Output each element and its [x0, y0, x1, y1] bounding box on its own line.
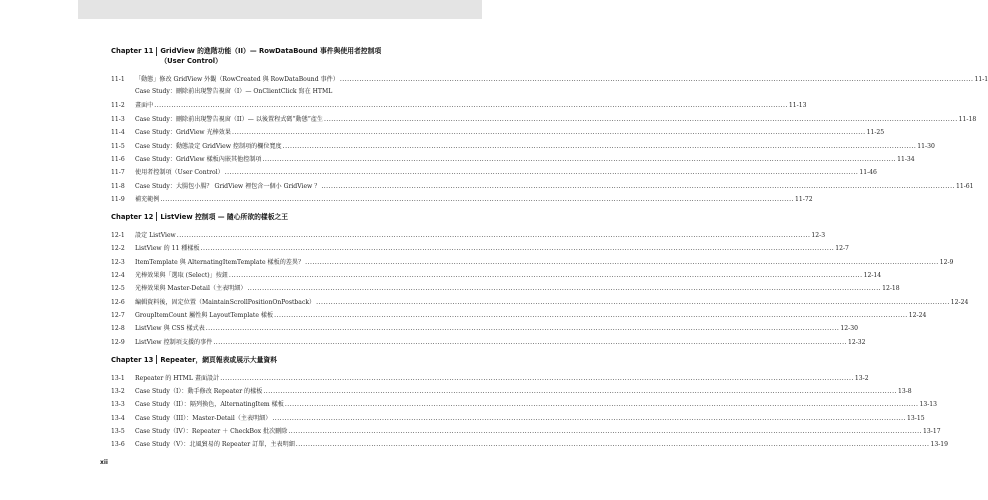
toc-entry[interactable]	[111, 383, 912, 396]
section-number: 12-8	[111, 325, 125, 333]
chapter-title: ListView 控制項 — 隨心所欲的樣板之王	[160, 212, 289, 221]
dot-leader	[305, 258, 939, 267]
page-ref: 12-9	[939, 258, 954, 266]
section-number: 12-1	[111, 232, 125, 240]
section-title: Case Study（V）：北風貿易的 Repeater 訂單，主表明細	[135, 441, 295, 449]
section-title: Case Study：GridView 樣板內嵌其他控制項	[135, 155, 262, 163]
dot-leader	[213, 338, 847, 347]
page-ref: 11-34	[897, 155, 915, 163]
page-ref: 12-30	[840, 325, 858, 333]
page-ref: 13-19	[930, 441, 949, 449]
section-title: ListView 的 11 種樣板	[135, 245, 200, 253]
toc-entry[interactable]	[111, 409, 925, 422]
section-title: 使用者控制項（User Control）	[135, 169, 224, 177]
page-ref: 13-17	[923, 428, 941, 436]
section-number: 12-2	[111, 245, 125, 253]
section-title: GroupItemCount 屬性與 LayoutTemplate 樣板	[135, 311, 274, 319]
toc-entry[interactable]	[111, 84, 807, 110]
section-title: Case Study：大腸包小腸？ GridView 裡包含一個小 GridView ？	[135, 182, 321, 190]
section-number: 11-7	[111, 169, 125, 177]
chapter-title: Repeater，網頁報表或展示大量資料	[160, 355, 278, 364]
section-title: Case Study：動態設定 GridView 控制項的欄位寬度	[135, 142, 282, 150]
section-number: 11-8	[111, 182, 125, 190]
page-ref: 12-32	[847, 338, 866, 346]
page-ref: 12-14	[863, 272, 882, 280]
dot-leader	[296, 440, 930, 449]
page-ref: 13-13	[919, 401, 938, 409]
dot-leader	[272, 414, 906, 423]
section-number: 11-5	[111, 142, 125, 150]
page-ref: 11-13	[788, 101, 807, 109]
toc-entry[interactable]	[111, 111, 977, 124]
page-ref: 13-2	[854, 374, 869, 382]
section-title: ItemTemplate 與 AlternatingItemTemplate 樣板的差異？	[135, 258, 305, 266]
chapter-heading	[111, 355, 395, 365]
section-title: 光棒效果與「選取 (Select)」按鈕	[135, 272, 228, 280]
section-title-continued: 畫面中	[135, 101, 154, 109]
section-title: Case Study：GridView 光棒效果	[135, 129, 231, 137]
page-ref: 12-18	[882, 285, 900, 293]
toc-entry[interactable]	[111, 177, 974, 190]
toc-entry[interactable]	[111, 436, 949, 449]
page-ref: 11-30	[917, 142, 935, 150]
page-number: xii	[100, 459, 108, 466]
section-number: 11-6	[111, 155, 125, 163]
top-header-bar	[78, 0, 482, 19]
chapter-heading	[111, 46, 395, 66]
section-title: Case Study（III）：Master-Detail（主表明細）	[135, 414, 272, 422]
section-title: 設定 ListView	[135, 232, 176, 240]
section-title: Case Study（I）：動手修改 Repeater 的樣板	[135, 388, 263, 396]
section-number: 11-2	[111, 101, 125, 109]
section-number: 11-3	[111, 116, 125, 124]
dot-leader	[262, 155, 896, 164]
dot-leader	[247, 284, 881, 293]
dot-leader	[285, 400, 919, 409]
section-title: Case Study（II）：隔列換色，AlternatingItem 樣板	[135, 401, 284, 409]
dot-leader	[220, 374, 854, 383]
table-of-contents	[111, 46, 988, 457]
dot-leader	[177, 231, 811, 240]
chapter-heading	[111, 212, 395, 222]
toc-entry[interactable]	[111, 151, 915, 164]
toc-entry[interactable]	[111, 307, 927, 320]
chapter-title: GridView 的進階功能（II）— RowDataBound 事件與使用者控制項（User Control）	[160, 47, 382, 65]
section-title: Case Study：刪除前出現警告視窗（I）— OnClientClick 寫在 HTML	[135, 88, 333, 96]
section-number: 12-7	[111, 311, 125, 319]
section-number: 13-3	[111, 401, 125, 409]
chapter-label: Chapter 13	[111, 355, 154, 364]
page-ref: 12-24	[950, 298, 969, 306]
section-title: 「動態」修改 GridView 外觀（RowCreated 與 RowDataBound 事件）	[135, 76, 339, 84]
toc-entry[interactable]	[111, 267, 882, 280]
section-number: 12-5	[111, 285, 125, 293]
dot-leader	[340, 75, 974, 84]
section-number: 13-4	[111, 414, 125, 422]
section-number: 12-9	[111, 338, 125, 346]
toc-entry[interactable]	[111, 293, 969, 306]
section-number: 11-9	[111, 195, 125, 203]
toc-entry[interactable]	[111, 137, 935, 150]
page-ref: 12-7	[835, 245, 849, 253]
section-title: 編輯資料後，固定位置（MaintainScrollPositionOnPostback）	[135, 298, 316, 306]
dot-leader	[316, 298, 950, 307]
page-ref: 13-15	[907, 414, 925, 422]
dot-leader	[201, 244, 835, 253]
toc-entry[interactable]	[111, 71, 988, 84]
page-ref: 11-18	[958, 116, 977, 124]
toc-entry[interactable]	[111, 370, 869, 383]
dot-leader	[160, 195, 794, 204]
chapter-divider	[156, 47, 157, 56]
dot-leader	[274, 311, 908, 320]
dot-leader	[263, 387, 897, 396]
page-ref: 12-24	[908, 311, 927, 319]
section-number: 13-5	[111, 428, 125, 436]
chapter-section	[111, 46, 988, 204]
dot-leader	[225, 168, 859, 177]
chapter-divider	[156, 355, 157, 364]
chapter-section	[111, 212, 969, 347]
toc-entry[interactable]	[111, 423, 941, 436]
dot-leader	[206, 324, 840, 333]
dot-leader	[321, 182, 955, 191]
toc-entry[interactable]	[111, 164, 877, 177]
section-number: 12-3	[111, 258, 125, 266]
page-ref: 11-1	[974, 76, 988, 84]
section-title: Case Study：刪除前出現警告視窗（II）— 以後置程式碼“動態”產生	[135, 116, 323, 124]
section-title: ListView 控制項支援的事件	[135, 338, 213, 346]
toc-entry[interactable]	[111, 333, 866, 346]
dot-leader	[232, 128, 866, 137]
dot-leader	[283, 142, 917, 151]
dot-leader	[229, 271, 863, 280]
section-number: 13-1	[111, 374, 125, 382]
section-number: 13-2	[111, 388, 125, 396]
page-ref: 11-72	[795, 195, 813, 203]
chapter-label: Chapter 12	[111, 212, 154, 221]
chapter-label: Chapter 11	[111, 47, 154, 55]
toc-entry[interactable]	[111, 240, 849, 253]
section-number: 11-4	[111, 129, 125, 137]
toc-entry[interactable]	[111, 191, 813, 204]
toc-entry[interactable]	[111, 396, 938, 409]
page-ref: 11-25	[866, 129, 885, 137]
dot-leader	[154, 101, 788, 110]
section-title: 補充範例	[135, 195, 160, 203]
section-number: 11-1	[111, 76, 125, 84]
section-number: 12-4	[111, 272, 125, 280]
page-ref: 11-61	[955, 182, 974, 190]
page-ref: 11-46	[859, 169, 877, 177]
section-title: Case Study（IV）：Repeater ＋ CheckBox 批次刪除	[135, 428, 288, 436]
toc-entry[interactable]	[111, 280, 900, 293]
section-title: Repeater 的 HTML 畫面設計	[135, 374, 220, 382]
toc-entry[interactable]	[111, 227, 826, 240]
section-title: 光棒效果與 Master-Detail（主表明細）	[135, 285, 247, 293]
chapter-section	[111, 355, 949, 450]
toc-entry[interactable]	[111, 320, 858, 333]
section-number: 13-6	[111, 441, 125, 449]
page-ref: 12-3	[811, 232, 826, 240]
chapter-divider	[156, 212, 157, 221]
section-number: 12-6	[111, 298, 125, 306]
dot-leader	[288, 427, 922, 436]
section-title: ListView 與 CSS 樣式表	[135, 325, 205, 333]
dot-leader	[324, 115, 958, 124]
page-ref: 13-8	[897, 388, 912, 396]
toc-entry[interactable]	[111, 124, 885, 137]
toc-entry[interactable]	[111, 253, 954, 266]
